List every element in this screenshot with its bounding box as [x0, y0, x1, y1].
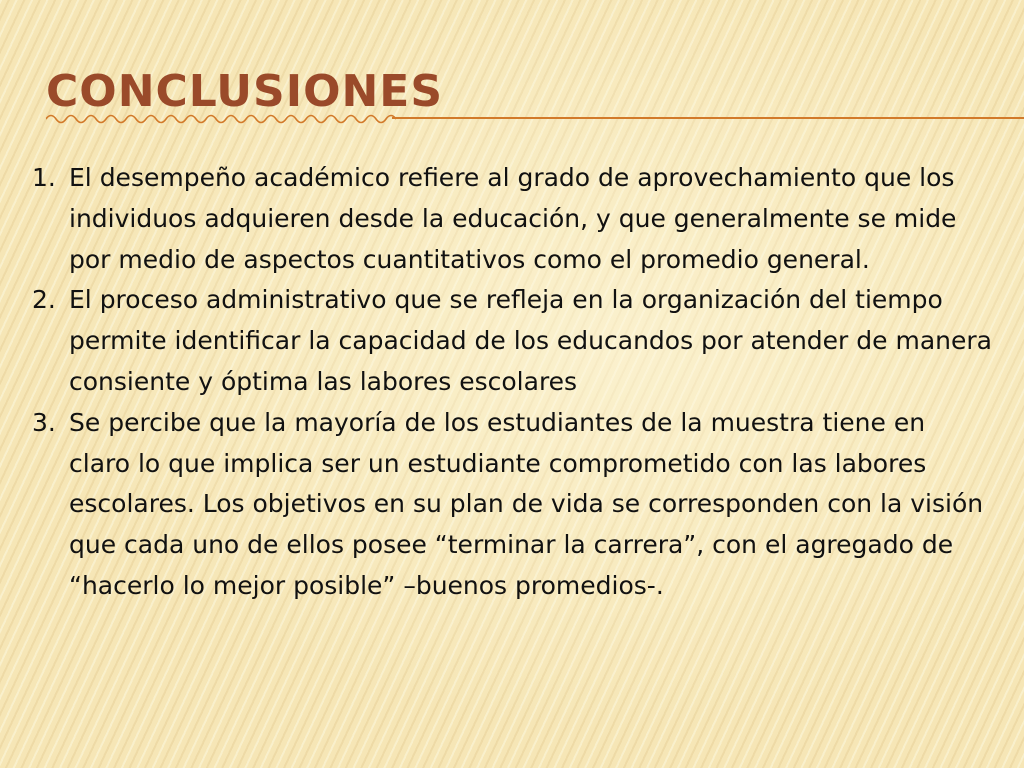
conclusions-list [32, 158, 992, 607]
item-text: El proceso administrativo que se refleja en la organización del tiempo permite identificar la capacidad de los educandos por atender de manera consiente y óptima las labores escolares [69, 285, 992, 396]
title-underline-rule [392, 117, 1024, 119]
conclusion-item [32, 280, 992, 402]
conclusion-item [32, 158, 992, 280]
item-number: 1. [32, 163, 56, 192]
item-text: Se percibe que la mayoría de los estudiantes de la muestra tiene en claro lo que implica ser un estudiante comprometido con las labores escolares. Los objetivos en su plan de vida se corresponden con la visión que cada uno de ellos posee “terminar la carrera”, con el agregado de “hacerlo lo mejor posible” –buenos promedios-. [69, 407, 984, 600]
conclusion-item [32, 403, 992, 607]
item-number: 2. [32, 285, 56, 315]
slide-title: CONCLUSIONES [46, 66, 444, 117]
item-number: 3. [32, 407, 56, 437]
title-wave-decoration [46, 112, 396, 126]
item-text: El desempeño académico refiere al grado de aprovechamiento que los individuos adquieren desde la educación, y que generalmente se mide por medio de aspectos cuantitativos como el promedio general. [69, 163, 957, 274]
